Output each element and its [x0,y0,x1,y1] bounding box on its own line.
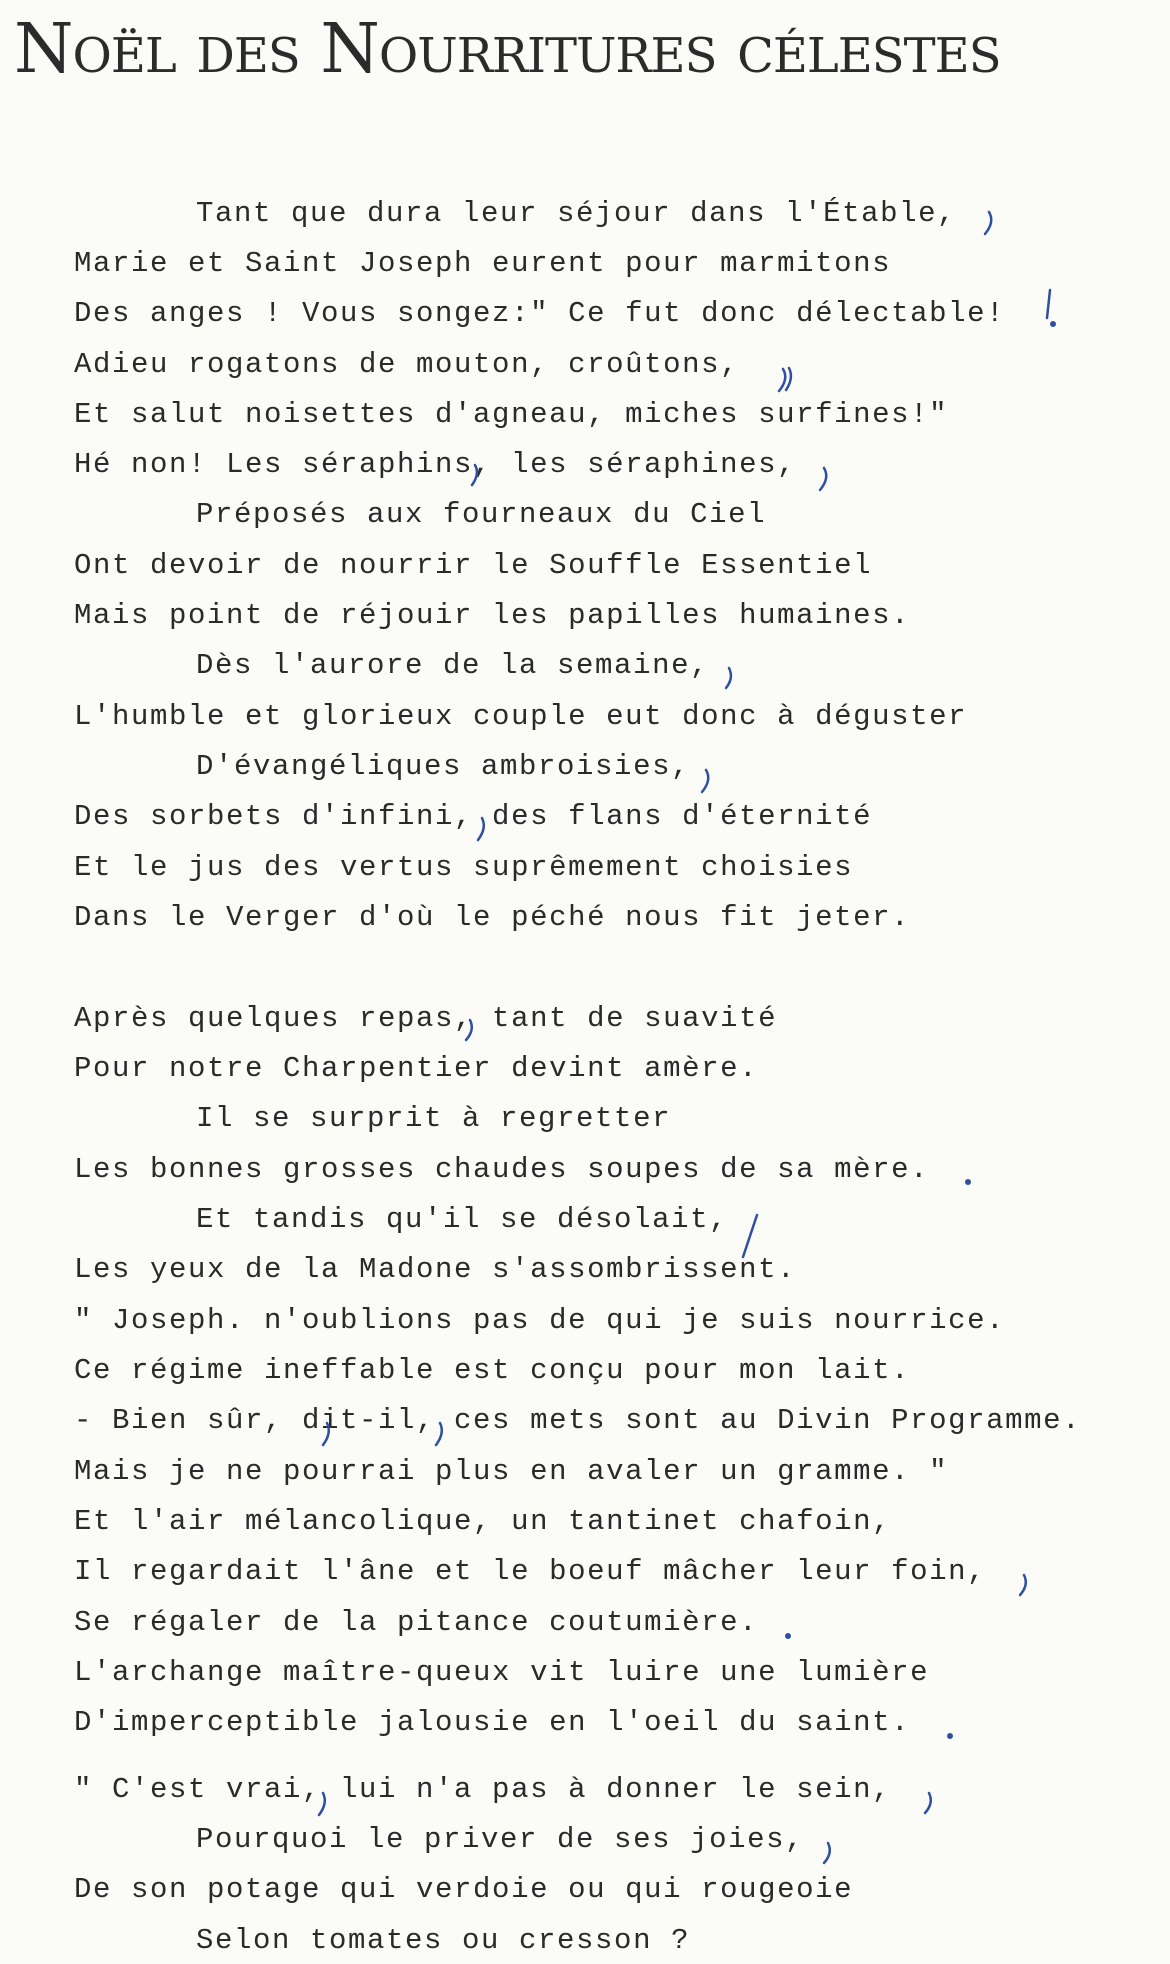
poem-line: Mais point de réjouir les papilles humaines. [74,599,911,632]
poem-line: D'imperceptible jalousie en l'oeil du saint. [74,1706,911,1739]
poem-line: Ont devoir de nourrir le Souffle Essentiel [74,549,873,582]
poem-line: Après quelques repas, tant de suavité [74,1002,778,1035]
poem-line: Pourquoi le priver de ses joies, [196,1823,805,1856]
poem-line: Selon tomates ou cresson ? [196,1924,691,1957]
poem-line: - Bien sûr, dit-il, ces mets sont au Divin Programme. [74,1404,1082,1437]
poem-line: Et le jus des vertus suprêmement choisies [74,851,854,884]
poem-line: D'évangéliques ambroisies, [196,750,691,783]
poem-line: Dans le Verger d'où le péché nous fit jeter. [74,901,911,934]
ink-comma [925,1793,931,1813]
poem-line: Hé non! Les séraphins, les séraphines, [74,448,797,481]
poem-line: Et l'air mélancolique, un tantinet chafoin, [74,1505,892,1538]
poem-line: Tant que dura leur séjour dans l'Étable, [196,197,957,230]
ink-dot [965,1179,971,1185]
poem-line: Il se surprit à regretter [196,1102,672,1135]
poem-line: Adieu rogatons de mouton, croûtons, [74,348,740,381]
poem-line: Préposés aux fourneaux du Ciel [196,498,767,531]
ink-comma [779,369,785,391]
poem-line: L'humble et glorieux couple eut donc à déguster [74,700,968,733]
poem-title: Noël des Nourritures célestes [14,10,1001,89]
ink-dot [1050,321,1056,327]
poem-line: L'archange maître-queux vit luire une lumière [74,1656,930,1689]
ink-comma [702,770,708,792]
ink-comma [786,368,791,390]
ink-dot [785,1633,791,1639]
poem-line: Les bonnes grosses chaudes soupes de sa mère. [74,1153,930,1186]
poem-line: De son potage qui verdoie ou qui rougeoie [74,1873,854,1906]
poem-line: Dès l'aurore de la semaine, [196,649,710,682]
poem-line: Et salut noisettes d'agneau, miches surfines!" [74,398,949,431]
poem-line: " C'est vrai, lui n'a pas à donner le sein, [74,1773,892,1806]
ink-exclamation [1047,290,1050,318]
ink-comma [726,668,731,688]
ink-comma [985,212,991,234]
poem-line: Se régaler de la pitance coutumière. [74,1606,759,1639]
ink-comma [1020,1575,1026,1595]
poem-line: Marie et Saint Joseph eurent pour marmitons [74,247,892,280]
poem-line: Les yeux de la Madone s'assombrissent. [74,1253,797,1286]
poem-line: Des sorbets d'infini, des flans d'éternité [74,800,873,833]
poem-line: Des anges ! Vous songez:" Ce fut donc délectable! [74,297,1006,330]
poem-line: Mais je ne pourrai plus en avaler un gramme. " [74,1455,949,1488]
ink-dot [947,1733,953,1739]
poem-line: Ce régime ineffable est conçu pour mon lait. [74,1354,911,1387]
ink-comma [820,468,826,490]
ink-comma [824,1843,830,1863]
poem-line: Il regardait l'âne et le boeuf mâcher leur foin, [74,1555,987,1588]
poem-line: " Joseph. n'oublions pas de qui je suis nourrice. [74,1304,1006,1337]
poem-line: Et tandis qu'il se désolait, [196,1203,729,1236]
poem-line: Pour notre Charpentier devint amère. [74,1052,759,1085]
